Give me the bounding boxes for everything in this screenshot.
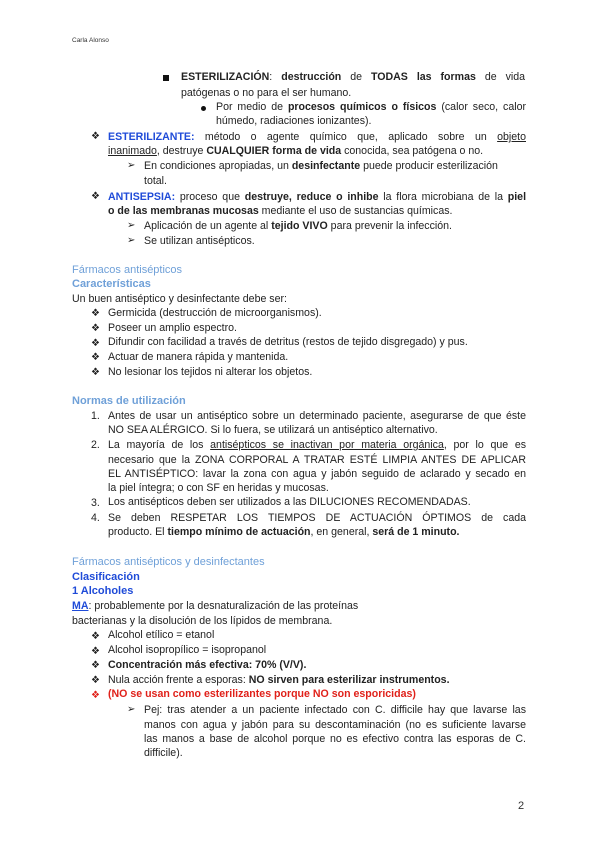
page-number: 2 xyxy=(518,800,525,812)
esterilizante-definition: ESTERILIZANTE: método o agente químico que, aplicado sobre un objeto xyxy=(108,131,526,143)
antisepsia-line2: o de las membranas mucosas mediante el uso de sustancias químicas. xyxy=(108,205,453,217)
mechanism-line2: bacterianas y la disolución de los lípidos de membrana. xyxy=(72,615,333,627)
diamond-bullet-icon: ❖ xyxy=(91,338,100,349)
list-number: 4. xyxy=(91,512,100,524)
example-line3: las manos a base de alcohol porque no es efectivo contra las esporas de C. xyxy=(144,733,526,745)
section-subtitle: Características xyxy=(72,278,151,290)
norma-3-line1: Los antisépticos deben ser utilizados a las DILUCIONES RECOMENDADAS. xyxy=(108,496,471,508)
norma-4-line1: Se deben RESPETAR LOS TIEMPOS DE ACTUACIÓN ÓPTIMOS de cada xyxy=(108,512,526,524)
norma-2-line2: necesario que la ZONA CORPORAL A TRATAR ESTÉ LIMPIA ANTES DE APLICAR xyxy=(108,454,526,466)
list-item: Actuar de manera rápida y mantenida. xyxy=(108,351,289,363)
section-title: Fármacos antisépticos xyxy=(72,264,183,276)
diamond-bullet-icon: ❖ xyxy=(91,352,100,363)
diamond-bullet-icon: ❖ xyxy=(91,690,100,701)
arrow-bullet-icon: ➢ xyxy=(127,160,136,171)
diamond-bullet-icon: ❖ xyxy=(91,367,100,378)
author-name: Carla Alonso xyxy=(72,37,109,44)
section-subtitle: Clasificación xyxy=(72,571,140,583)
diamond-bullet-icon: ❖ xyxy=(91,631,100,642)
warning-item: (NO se usan como esterilizantes porque NO son esporicidas) xyxy=(108,688,416,700)
norma-1-line1: Antes de usar un antiséptico sobre un determinado paciente, asegurarse de que éste xyxy=(108,410,526,422)
example-line1: Pej: tras atender a un paciente infectado con C. difficile hay que lavarse las xyxy=(144,704,526,716)
esterilizacion-subitem: Por medio de procesos químicos o físicos (calor seco, calor xyxy=(216,101,527,113)
example-line2: manos con agua y jabón para su descontaminación (no es suficiente lavarse xyxy=(144,719,526,731)
diamond-bullet-icon: ❖ xyxy=(91,323,100,334)
list-item: Alcohol isopropílico = isopropanol xyxy=(108,644,267,656)
section-subtitle: Normas de utilización xyxy=(72,395,186,407)
diamond-bullet-icon: ❖ xyxy=(91,131,100,142)
norma-1-line2: NO SEA ALÉRGICO. Si lo fuera, se utilizará un antiséptico alternativo. xyxy=(108,424,438,436)
list-item: Difundir con facilidad a través de detritus (restos de tejido disgregado) y pus. xyxy=(108,336,468,348)
norma-2-line1: La mayoría de los antisépticos se inactivan por materia orgánica, por lo que es xyxy=(108,439,527,451)
antisepsia-definition: ANTISEPSIA: proceso que destruye, reduce o inhibe la flora microbiana de la piel xyxy=(108,191,527,203)
esterilizacion-line2: patógenas o no para el ser humano. xyxy=(181,87,352,99)
arrow-bullet-icon: ➢ xyxy=(127,235,136,246)
list-number: 2. xyxy=(91,439,100,451)
alcoholes-heading: 1 Alcoholes xyxy=(72,585,134,597)
antisepsia-subitem-1: Aplicación de un agente al tejido VIVO para prevenir la infección. xyxy=(144,220,452,232)
esterilizante-subitem-line2: total. xyxy=(144,175,167,187)
intro-text: Un buen antiséptico y desinfectante debe ser: xyxy=(72,293,287,305)
section-title: Fármacos antisépticos y desinfectantes xyxy=(72,556,265,568)
diamond-bullet-icon: ❖ xyxy=(91,308,100,319)
arrow-bullet-icon: ➢ xyxy=(127,220,136,231)
esterilizante-line2: inanimado, destruye CUALQUIER forma de vida conocida, sea patógena o no. xyxy=(108,145,484,157)
list-item: Nula acción frente a esporas: NO sirven para esterilizar instrumentos. xyxy=(108,674,450,686)
list-item: Alcohol etílico = etanol xyxy=(108,629,215,641)
diamond-bullet-icon: ❖ xyxy=(91,675,100,686)
list-item: Poseer un amplio espectro. xyxy=(108,322,237,334)
list-item: No lesionar los tejidos ni alterar los objetos. xyxy=(108,366,313,378)
arrow-bullet-icon: ➢ xyxy=(127,704,136,715)
diamond-bullet-icon: ❖ xyxy=(91,660,100,671)
bullet-icon xyxy=(201,106,206,111)
esterilizacion-definition: ESTERILIZACIÓN: destrucción de TODAS las formas de vida xyxy=(181,71,526,83)
list-item: Germicida (destrucción de microorganismos). xyxy=(108,307,322,319)
norma-2-line3: EL ANTISÉPTICO: lavar la zona con agua y jabón seguido de aclarado y secado en xyxy=(108,468,526,480)
diamond-bullet-icon: ❖ xyxy=(91,646,100,657)
norma-2-line4: la piel íntegra; o con SF en heridas y mucosas. xyxy=(108,482,329,494)
list-number: 3. xyxy=(91,497,100,509)
example-line4: difficile). xyxy=(144,747,183,759)
antisepsia-subitem-2: Se utilizan antisépticos. xyxy=(144,235,255,247)
mechanism-text: MA: probablemente por la desnaturalización de las proteínas xyxy=(72,600,359,612)
norma-4-line2: producto. El tiempo mínimo de actuación, en general, será de 1 minuto. xyxy=(108,526,460,538)
esterilizante-subitem: En condiciones apropiadas, un desinfectante puede producir esterilización xyxy=(144,160,498,172)
list-item: Concentración más efectiva: 70% (V/V). xyxy=(108,659,307,671)
square-bullet-icon xyxy=(163,75,169,81)
esterilizacion-subitem-line2: húmedo, radiaciones ionizantes). xyxy=(216,115,372,127)
list-number: 1. xyxy=(91,410,100,422)
diamond-bullet-icon: ❖ xyxy=(91,191,100,202)
